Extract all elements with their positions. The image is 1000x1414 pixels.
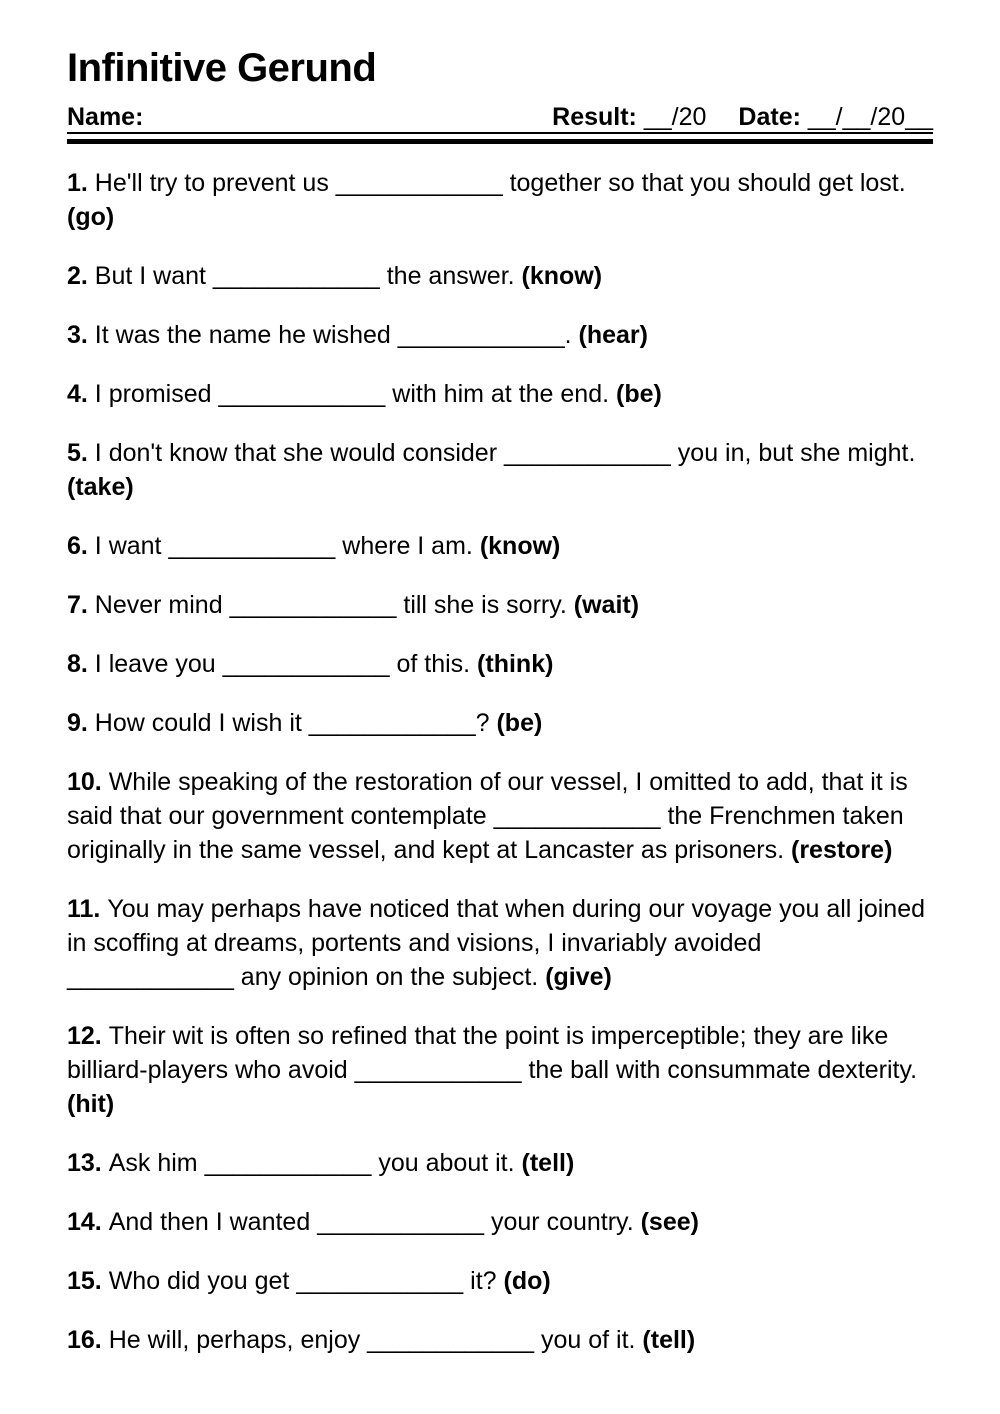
verb-hint: (hear) <box>571 321 648 349</box>
question-number: 10. <box>67 768 109 796</box>
answer-blank: ____________ <box>317 1208 485 1236</box>
question-item: 7. Never mind ____________ till she is sorry. (wait) <box>67 591 640 619</box>
question-item: 2. But I want ____________ the answer. (know) <box>67 262 603 290</box>
verb-hint: (be) <box>609 380 662 408</box>
answer-blank: ____________ <box>397 321 565 349</box>
question-number: 6. <box>67 532 95 560</box>
verb-hint: (see) <box>633 1208 699 1236</box>
answer-blank: ____________ <box>218 380 386 408</box>
answer-blank: ____________ <box>222 650 390 678</box>
verb-hint: (hit) <box>67 1090 115 1118</box>
question-number: 11. <box>67 895 108 923</box>
verb-hint: (be) <box>489 709 543 737</box>
verb-hint: (tell) <box>635 1326 696 1354</box>
header-meta-row <box>67 104 933 130</box>
question-item: 16. He will, perhaps, enjoy ____________ you of it. (tell) <box>67 1326 696 1354</box>
name-label: Name: <box>67 103 144 131</box>
question-item: 13. Ask him ____________ you about it. (tell) <box>67 1149 575 1177</box>
verb-hint: (go) <box>67 203 115 231</box>
verb-hint: (tell) <box>514 1149 575 1177</box>
answer-blank: ____________ <box>493 802 661 830</box>
verb-hint: (restore) <box>784 836 893 864</box>
verb-hint: (take) <box>67 473 134 501</box>
date-field <box>738 104 933 130</box>
question-number: 12. <box>67 1022 109 1050</box>
question-item: 8. I leave you ____________ of this. (think) <box>67 650 554 678</box>
answer-blank: ____________ <box>367 1326 535 1354</box>
question-number: 4. <box>67 380 95 408</box>
verb-hint: (give) <box>538 963 612 991</box>
page-title: Infinitive Gerund <box>67 46 377 90</box>
verb-hint: (wait) <box>566 591 640 619</box>
question-item: 3. It was the name he wished ____________. (hear) <box>67 321 648 349</box>
answer-blank: ____________ <box>168 532 336 560</box>
answer-blank: ____________ <box>296 1267 464 1295</box>
answer-blank: ____________ <box>335 169 503 197</box>
answer-blank: ____________ <box>503 439 671 467</box>
question-item: 5. I don't know that she would consider ____________ you in, but she might. (take) <box>67 439 916 501</box>
question-item: 14. And then I wanted ____________ your country. (see) <box>67 1208 699 1236</box>
question-number: 8. <box>67 650 95 678</box>
answer-blank: ____________ <box>308 709 476 737</box>
answer-blank: ____________ <box>354 1056 522 1084</box>
answer-blank: ____________ <box>229 591 397 619</box>
question-number: 2. <box>67 262 95 290</box>
question-item: 11. You may perhaps have noticed that when during our voyage you all joined in scoffing at dreams, portents and visions, I invariably avoided ____________ any opinion on the subject. (give) <box>67 895 926 991</box>
verb-hint: (know) <box>472 532 561 560</box>
question-number: 3. <box>67 321 95 349</box>
question-item: 12. Their wit is often so refined that the point is imperceptible; they are like billiard-players who avoid ____________ the ball with consummate dexterity. (hit) <box>67 1022 918 1118</box>
divider-thick <box>67 139 933 144</box>
question-number: 7. <box>67 591 95 619</box>
question-number: 13. <box>67 1149 109 1177</box>
question-number: 1. <box>67 169 95 197</box>
question-number: 16. <box>67 1326 109 1354</box>
question-item: 4. I promised ____________ with him at the end. (be) <box>67 380 662 408</box>
result-label: Result: <box>552 103 637 131</box>
question-number: 5. <box>67 439 95 467</box>
answer-blank: ____________ <box>212 262 380 290</box>
divider-thin <box>67 132 933 134</box>
verb-hint: (think) <box>470 650 554 678</box>
result-field <box>552 104 706 130</box>
question-number: 9. <box>67 709 95 737</box>
question-item: 15. Who did you get ____________ it? (do) <box>67 1267 551 1295</box>
question-number: 14. <box>67 1208 109 1236</box>
verb-hint: (know) <box>514 262 603 290</box>
question-item: 6. I want ____________ where I am. (know) <box>67 532 561 560</box>
question-item: 10. While speaking of the restoration of our vessel, I omitted to add, that it is said that our government contemplate ____________ the Frenchmen taken originally in the same vessel, and kept at Lancaster as prisoners. (restore) <box>67 768 908 864</box>
question-item: 9. How could I wish it ____________? (be) <box>67 709 543 737</box>
verb-hint: (do) <box>496 1267 551 1295</box>
question-list <box>67 166 933 1357</box>
header-meta-right <box>552 104 933 130</box>
question-number: 15. <box>67 1267 109 1295</box>
answer-blank: ____________ <box>67 963 234 991</box>
result-value: __/20 <box>643 103 707 131</box>
answer-blank: ____________ <box>204 1149 372 1177</box>
question-item: 1. He'll try to prevent us ____________ together so that you should get lost. (go) <box>67 169 906 231</box>
date-label: Date: <box>738 103 801 131</box>
date-value: __/__/20__ <box>807 103 933 131</box>
